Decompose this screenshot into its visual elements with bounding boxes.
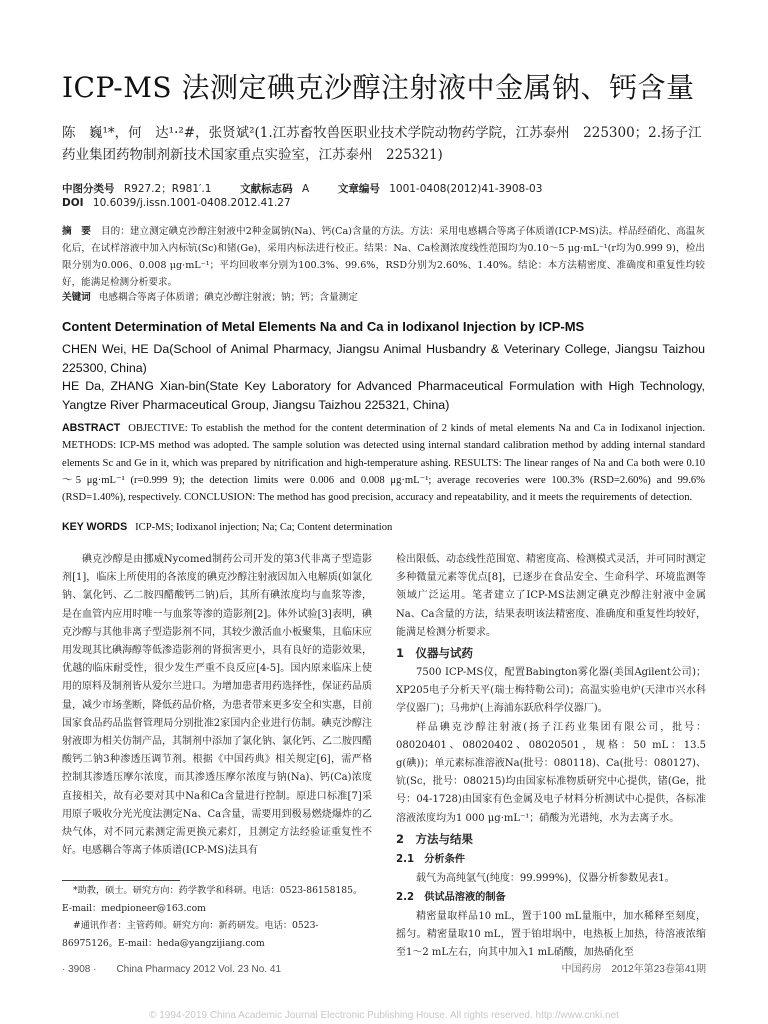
article-no-label: 文章编号 <box>337 183 380 195</box>
body-right-column <box>396 551 706 963</box>
en-abstract-text: OBJECTIVE: To establish the method for the content determination of 2 kinds of metal elements Na and Ca in Iodixanol injection. METHODS: ICP-MS method was adopted. The sample solution was detected using internal standard calibration method by adding internal standard elements Sc and Ge in it, which was prepared by nitrification and high-temperature ashing. RESULTS: The linear ranges of Na and Ca both were 0.10～5 μg·mL⁻¹ (r=0.999 9); the detection limits were 0.006 and 0.008 μg·mL⁻¹; average recoveries were 100.3% (RSD=2.60%) and 99.6% (RSD=1.40%), respectively. CONCLUSION: The method has good precision, accuracy and repeatability, and it meets the requirements of detection. <box>62 423 705 504</box>
doi-line <box>62 197 291 209</box>
classification-line <box>62 181 542 196</box>
clc-label: 中图分类号 <box>62 183 115 195</box>
instruments-paragraph: 7500 ICP-MS仪，配置Babington雾化器(美国Agilent公司)；XP205电子分析天平(瑞士梅特勒公司)；高温实验电炉(天津市兴水科学仪器厂)；马弗炉(上海浦东跃欣科学仪器厂)。 <box>396 667 706 715</box>
zh-keywords-label: 关键词 <box>62 292 91 303</box>
paper-title: ICP-MS 法测定碘克沙醇注射液中金属钠、钙含量 <box>62 71 695 104</box>
clc-value: R927.2；R981′.1 <box>123 183 212 195</box>
en-abstract-label: ABSTRACT <box>62 422 121 434</box>
en-keywords-text: ICP-MS; Iodixanol injection; Na; Ca; Content determination <box>135 522 393 533</box>
footnotes <box>62 882 372 952</box>
zh-keywords-text: 电感耦合等离子体质谱；碘克沙醇注射液；钠；钙；含量测定 <box>98 292 358 303</box>
subsection-heading-sample-prep: 2.2 供试品溶液的制备 <box>396 892 506 904</box>
doi-label: DOI <box>62 197 84 209</box>
publisher-watermark: © 1994-2019 China Academic Journal Electronic Publishing House. All rights reserved. http://www.cnki.net <box>149 1010 619 1021</box>
english-keywords <box>62 521 705 533</box>
doc-code-value: A <box>301 183 310 195</box>
reagents-paragraph: 样品碘克沙醇注射液(扬子江药业集团有限公司，批号：08020401、08020402、08020501，规格：50 mL：13.5 g(碘))；单元素标准溶液Na(批号：080118)、Ca(批号：080127)、钪(Sc，批号：080215)均由国家标准物质研究中心提供，锗(Ge，批号：04-1728)由国家有色金属及电子材料分析测试中心提供，各标准溶液浓度均为1 000 μg·mL⁻¹；硝酸为光谱纯，水为去离子水。 <box>396 721 706 824</box>
subsection-heading-conditions: 2.1 分析条件 <box>396 853 465 865</box>
section-heading-methods: 2 方法与结果 <box>396 831 474 846</box>
doc-code-label: 文献标志码 <box>240 183 293 195</box>
english-abstract <box>62 420 705 506</box>
conditions-paragraph: 载气为高纯氩气(纯度：99.999%)，仪器分析参数见表1。 <box>416 872 675 884</box>
footnote-author: *助教，硕士。研究方向：药学教学和科研。电话：0523-86158185。E-mail：medpioneer@163.com <box>62 885 363 914</box>
chinese-abstract <box>62 223 705 291</box>
article-no-value: 1001-0408(2012)41-3908-03 <box>389 183 543 195</box>
intro-continued: 检出限低、动态线性范围宽、精密度高、检测模式灵活，并可同时测定多种微量元素等优点[8]，已逐步在食品安全、生命科学、环境监测等领域广泛运用。笔者建立了ICP-MS法测定碘克沙醇注射液中金属Na、Ca含量的方法，结果表明该法精密度、准确度和重复性均较好，能满足检测分析要求。 <box>396 554 706 638</box>
intro-paragraph: 碘克沙醇是由挪威Nycomed制药公司开发的第3代非离子型造影剂[1]，临床上所使用的各浓度的碘克沙醇注射液因加入电解质(如氯化钠、氯化钙、乙二胺四醋酸钙二钠)后，其所有碘浓度均与血浆等渗，是在血管内应用时唯一与血浆等渗的造影剂[2]。体外试验[3]表明，碘克沙醇与其他非离子型造影剂不同，其较少激活血小板聚集，且临床应用发现其比碘海醇等低渗造影剂的肾损害更小，具有良好的造影效果，优越的临床耐受性，很少发生严重不良反应[4-5]。国内原来临床上使用的原料及制剂皆从爱尔兰进口。为增加患者用药选择性，保证药品质量，减少市场垄断，降低药品价格，为患者带来更多安全和实惠，目前国家食品药品监督管理局分别批准2家国内企业进行仿制。碘克沙醇注射液即为相关仿制产品，其制剂中添加了氯化钠、氯化钙、乙二胺四醋酸钙二钠3种渗透压调节剂。根据《中国药典》相关规定[6]，需严格控制其渗透压摩尔浓度，而其渗透压摩尔浓度与钠(Na)、钙(Ca)浓度直接相关，故有必要对其中Na和Ca含量进行控制。原进口标准[7]采用原子吸收分光光度法测定Na、Ca含量，需要用到极易燃烧爆炸的乙炔气体，对不同元素测定需更换元素灯，且测定方法经验证重复性不好。电感耦合等离子体质谱(ICP-MS)法具有 <box>62 554 372 857</box>
sample-prep-paragraph: 精密量取样品10 mL，置于100 mL量瓶中，加水稀释至刻度，摇匀。精密量取10 mL，置于铂坩埚中，电热板上加热，待溶液浓缩至1～2 mL左右，向其中加入1 mL硝酸，加热硝化至 <box>396 911 706 959</box>
doi-link[interactable]: 10.6039/j.issn.1001-0408.2012.41.27 <box>92 197 291 209</box>
section-heading-instruments: 1 仪器与试药 <box>396 646 474 661</box>
footnote-corresponding: #通讯作者：主管药师。研究方向：新药研发。电话：0523-86975126。E-mail：heda@yangzijiang.com <box>62 920 319 949</box>
footnote-divider <box>62 880 180 881</box>
en-keywords-label: KEY WORDS <box>62 521 128 533</box>
running-footer-left: · 3908 · China Pharmacy 2012 Vol. 23 No. 41 <box>62 964 282 975</box>
author-affiliations: 陈 巍¹*，何 达¹·²#，张贤斌²(1.江苏畜牧兽医职业技术学院动物药学院，江苏泰州 225300；2.扬子江药业集团药物制剂新技术国家重点实验室，江苏泰州 225321) <box>62 125 702 163</box>
english-author-1: CHEN Wei, HE Da(School of Animal Pharmacy, Jiangsu Animal Husbandry & Veterinary College, Jiangsu Taizhou 225300, China) <box>62 342 705 375</box>
english-title: Content Determination of Metal Elements Na and Ca in Iodixanol Injection by ICP-MS <box>62 319 585 334</box>
body-left-column <box>62 551 372 860</box>
chinese-keywords <box>62 291 705 305</box>
running-footer-right: 中国药房 2012年第23卷第41期 <box>561 964 706 975</box>
zh-abstract-label: 摘 要 <box>62 226 91 237</box>
zh-abstract-text: 目的：建立测定碘克沙醇注射液中2种金属钠(Na)、钙(Ca)含量的方法。方法：采用电感耦合等离子体质谱(ICP-MS)法。样品经硝化、高温灰化后，在试样溶液中加入内标钪(Sc)和锗(Ge)，采用内标法进行校正。结果：Na、Ca检测浓度线性范围均为0.10～5 μg·mL⁻¹(r均为0.999 9)，检出限分别为0.006、0.008 μg·mL⁻¹；平均回收率分别为100.3%、99.6%，RSD分别为2.60%、1.40%。结论：本方法精密度、准确度和重复性均较好，能满足检测分析要求。 <box>62 226 705 288</box>
english-author-2: HE Da, ZHANG Xian-bin(State Key Laboratory for Advanced Pharmaceutical Formulation with High Technology, Yangtze River Pharmaceutical Group, Jiangsu Taizhou 225321, China) <box>62 379 705 412</box>
